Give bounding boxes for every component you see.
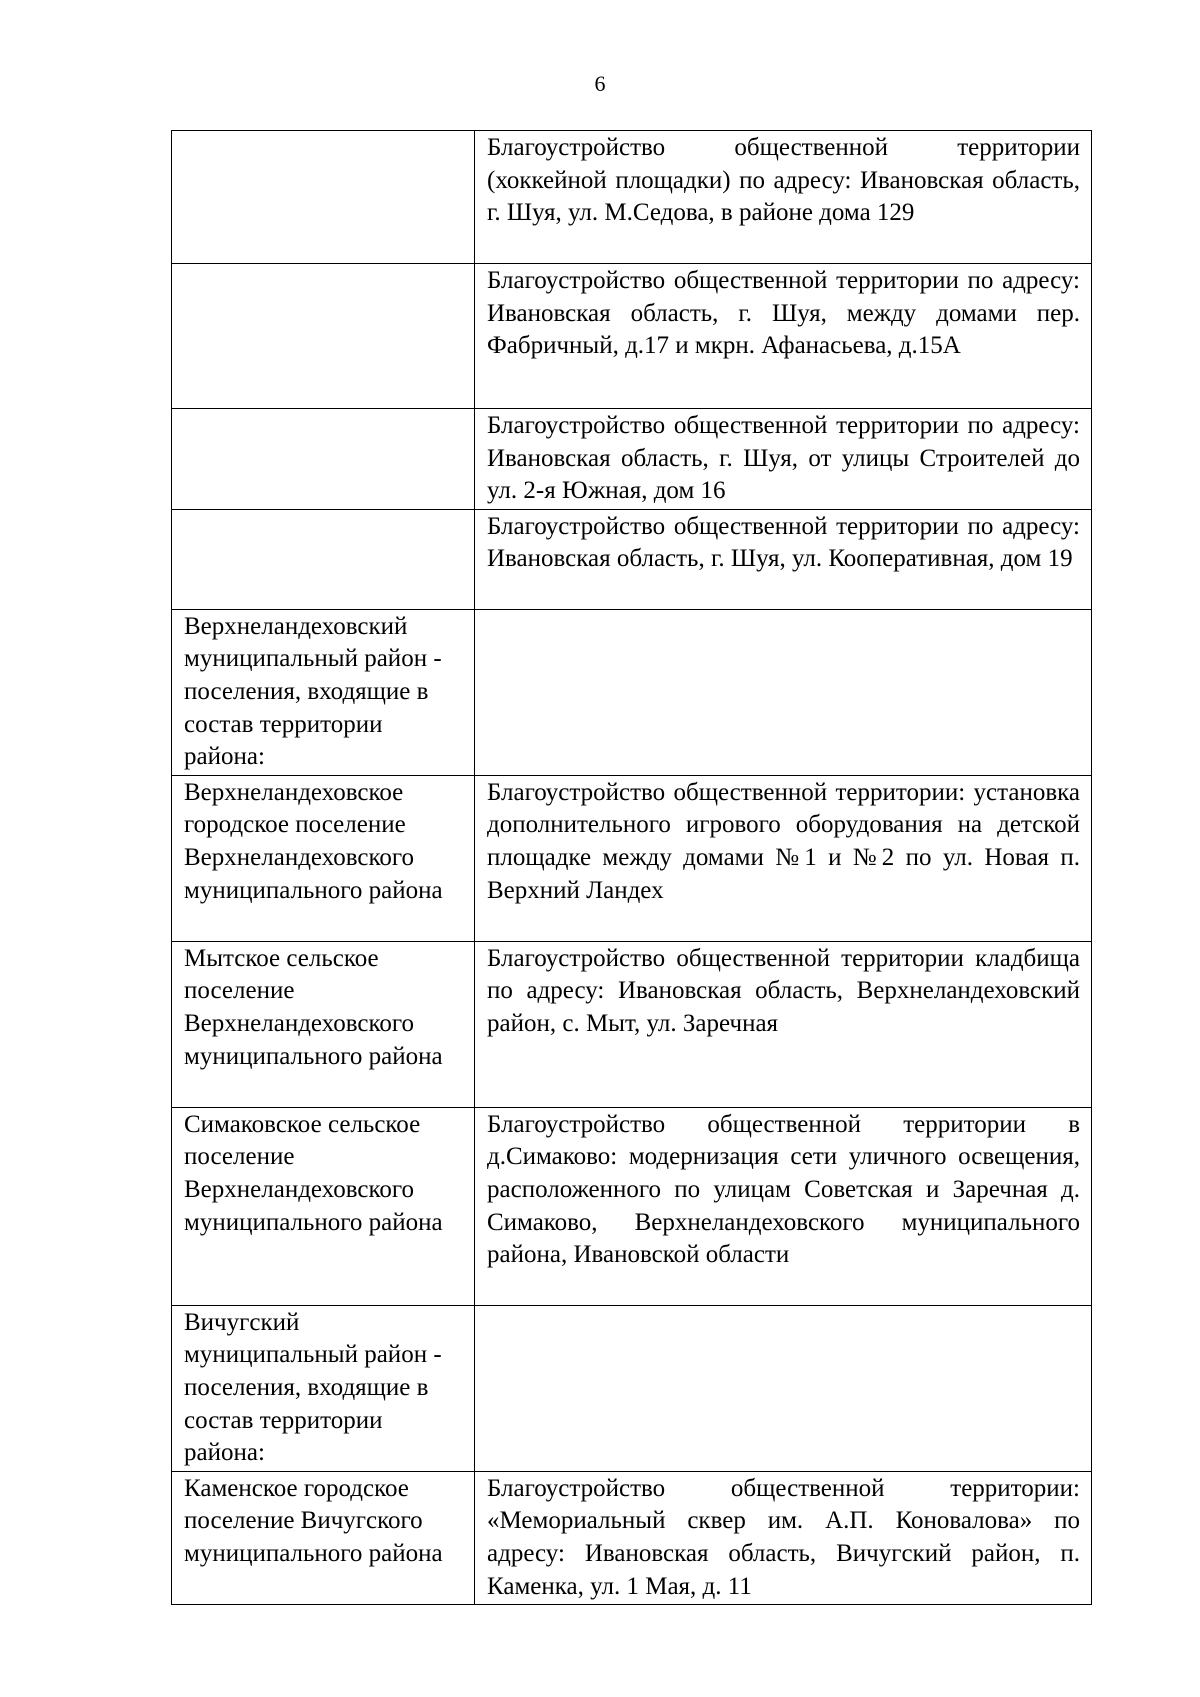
territory-description-cell: Благоустройство общественной территории в д.Симаково: модернизация сети уличного освещения, расположенного по улицам Советская и Заречная д. Симаково, Верхнеландеховского муниципального района, Ивановской области — [475, 1107, 1092, 1305]
territories-table — [171, 130, 1092, 1605]
municipality-cell — [172, 131, 475, 264]
municipality-cell: Вичугский муниципальный район - поселения, входящие в состав территории района: — [172, 1305, 475, 1471]
table-row — [172, 1107, 1092, 1305]
page-number: 6 — [594, 71, 606, 96]
table-row — [172, 609, 1092, 775]
territory-description-cell: Благоустройство общественной территории по адресу: Ивановская область, г. Шуя, ул. Кооперативная, дом 19 — [475, 509, 1092, 609]
territory-description-cell: Благоустройство общественной территории кладбища по адресу: Ивановская область, Верхнеландеховский район, с. Мыт, ул. Заречная — [475, 941, 1092, 1107]
table-row — [172, 131, 1092, 264]
territory-description-cell — [475, 609, 1092, 775]
table-row — [172, 409, 1092, 510]
municipality-cell: Верхнеландеховское городское поселение Верхнеландеховского муниципального района — [172, 775, 475, 941]
table-row — [172, 775, 1092, 941]
municipality-cell — [172, 264, 475, 409]
municipality-cell — [172, 509, 475, 609]
table-row — [172, 941, 1092, 1107]
table-row — [172, 509, 1092, 609]
territory-description-cell: Благоустройство общественной территории (хоккейной площадки) по адресу: Ивановская область, г. Шуя, ул. М.Седова, в районе дома 129 — [475, 131, 1092, 264]
territory-description-cell: Благоустройство общественной территории: «Мемориальный сквер им. А.П. Коновалова» по адресу: Ивановская область, Вичугский район, п. Каменка, ул. 1 Мая, д. 11 — [475, 1471, 1092, 1604]
table-row — [172, 264, 1092, 409]
municipality-cell: Верхнеландеховский муниципальный район - поселения, входящие в состав территории района: — [172, 609, 475, 775]
municipality-cell — [172, 409, 475, 510]
municipality-cell: Симаковское сельское поселение Верхнеландеховского муниципального района — [172, 1107, 475, 1305]
territory-description-cell: Благоустройство общественной территории по адресу: Ивановская область, г. Шуя, от улицы Строителей до ул. 2-я Южная, дом 16 — [475, 409, 1092, 510]
table-row — [172, 1305, 1092, 1471]
table-row — [172, 1471, 1092, 1604]
municipality-cell: Каменское городское поселение Вичугского муниципального района — [172, 1471, 475, 1604]
territory-description-cell: Благоустройство общественной территории: установка дополнительного игрового оборудования на детской площадке между домами №1 и №2 по ул. Новая п. Верхний Ландех — [475, 775, 1092, 941]
territory-description-cell: Благоустройство общественной территории по адресу: Ивановская область, г. Шуя, между домами пер. Фабричный, д.17 и мкрн. Афанасьева, д.15А — [475, 264, 1092, 409]
territory-description-cell — [475, 1305, 1092, 1471]
municipality-cell: Мытское сельское поселение Верхнеландеховского муниципального района — [172, 941, 475, 1107]
